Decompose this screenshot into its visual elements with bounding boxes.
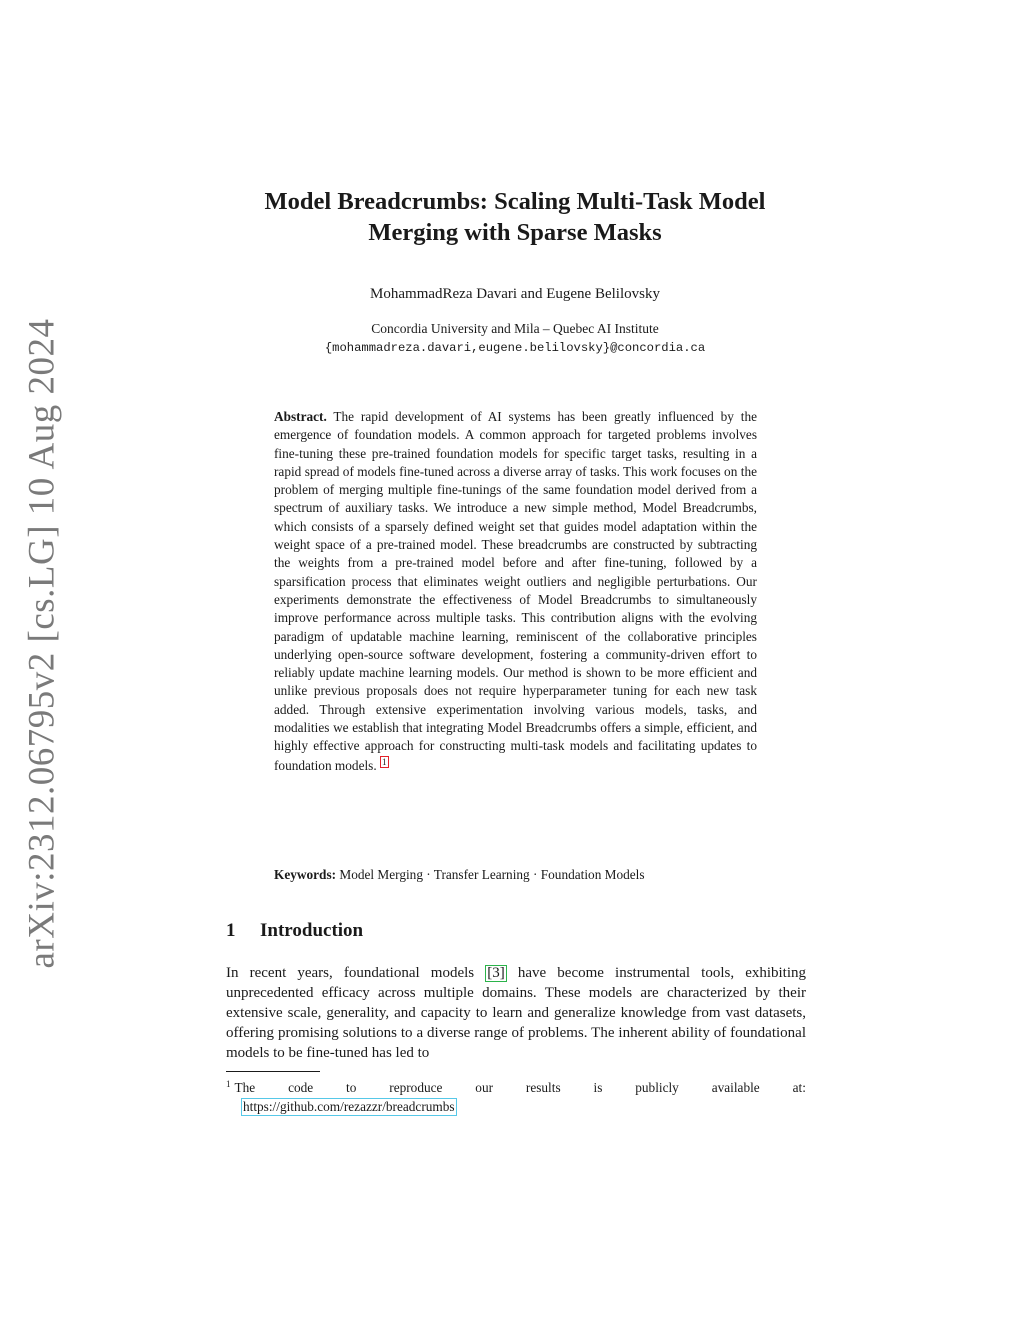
footnote-word: publicly	[635, 1080, 679, 1095]
footnote-line-2	[226, 1097, 806, 1116]
section-heading-introduction	[226, 918, 806, 944]
author-email: {mohammadreza.davari,eugene.belilovsky}@concordia.ca	[324, 341, 706, 355]
footnote-mark: 1	[226, 1079, 231, 1089]
footnote-divider	[226, 1071, 320, 1072]
keywords-label: Keywords:	[274, 867, 337, 882]
footnote-1	[226, 1075, 806, 1116]
intro-text-rest: have become instrumental tools, exhibiting unprecedented efficacy across multiple domains. These models are characterized by their extensive scale, generality, and capacity to learn and generalize knowledge from vast datasets, offering promising solutions to a diverse range of problems. The inherent ability of foundational models to be fine-tuned has led to	[226, 965, 807, 1061]
github-repository-link[interactable]: https://github.com/rezazzr/breadcrumbs	[243, 1099, 455, 1114]
abstract	[274, 408, 757, 775]
author-affiliation: Concordia University and Mila – Quebec AI Institute	[371, 321, 659, 336]
arxiv-identifier-text: arXiv:2312.06795v2 [cs.LG] 10 Aug 2024	[21, 318, 63, 968]
arxiv-identifier-stamp	[12, 318, 72, 968]
citation-3-link[interactable]: [3]	[487, 965, 505, 981]
section-title: Introduction	[260, 920, 364, 941]
section-number: 1	[226, 920, 236, 941]
intro-text-start: In recent years, foundational models	[226, 965, 475, 981]
footnote-word: is	[593, 1080, 603, 1095]
paper-title	[200, 186, 830, 248]
paper-title-line-2: Merging with Sparse Masks	[368, 219, 662, 246]
footnote-word: our	[475, 1080, 494, 1095]
footnote-word: at:	[792, 1080, 806, 1095]
footnote-word: available	[711, 1080, 760, 1095]
footnote-word: code	[288, 1080, 314, 1095]
footnote-1-link[interactable]: 1	[382, 756, 387, 767]
abstract-text: The rapid development of AI systems has been greatly influenced by the emergence of foundation models. A common approach for targeted problems involves fine-tuning these pre-trained foundation models for specific target tasks, resulting in a rapid spread of models fine-tuned across a diverse array of tasks. This work focuses on the problem of merging multiple fine-tunings of the same foundation model derived from a spectrum of auxiliary tasks. We introduce a new simple method, Model Breadcrumbs, which consists of a sparsely defined weight set that guides model adaptation within the weight space of a pre-trained model. These breadcrumbs are constructed by subtracting the weights from a pre-trained model before and after fine-tuning, followed by a sparsification process that eliminates weight outliers and negligible perturbations. Our experiments demonstrate the effectiveness of Model Breadcrumbs to simultaneously improve performance across multiple tasks. This contribution aligns with the evolving paradigm of updatable machine learning, reminiscent of the collaborative principles underlying open-source software development, fostering a community-driven effort to reliably update machine learning models. Our method is shown to be more efficient and unlike previous proposals does not require hyperparameter tuning for each new task added. Through extensive experimentation involving various models, tasks, and modalities we establish that integrating Model Breadcrumbs offers a simple, efficient, and highly effective approach for constructing multi-task models and facilitating updates to foundation models.	[274, 409, 758, 773]
abstract-label: Abstract.	[274, 409, 327, 424]
footnote-line-1	[226, 1075, 806, 1097]
paper-title-line-1: Model Breadcrumbs: Scaling Multi-Task Model	[264, 188, 766, 215]
footnote-word: reproduce	[389, 1080, 443, 1095]
footnote-word: results	[525, 1080, 561, 1095]
introduction-paragraph	[226, 963, 806, 1063]
footnote-word: $^1$ The	[226, 1079, 256, 1095]
keywords-text: Model Merging · Transfer Learning · Foundation Models	[339, 867, 645, 882]
keywords	[274, 866, 757, 884]
paper-authors: MohammadReza Davari and Eugene Belilovsky	[370, 286, 660, 302]
footnote-word: to	[346, 1080, 357, 1095]
